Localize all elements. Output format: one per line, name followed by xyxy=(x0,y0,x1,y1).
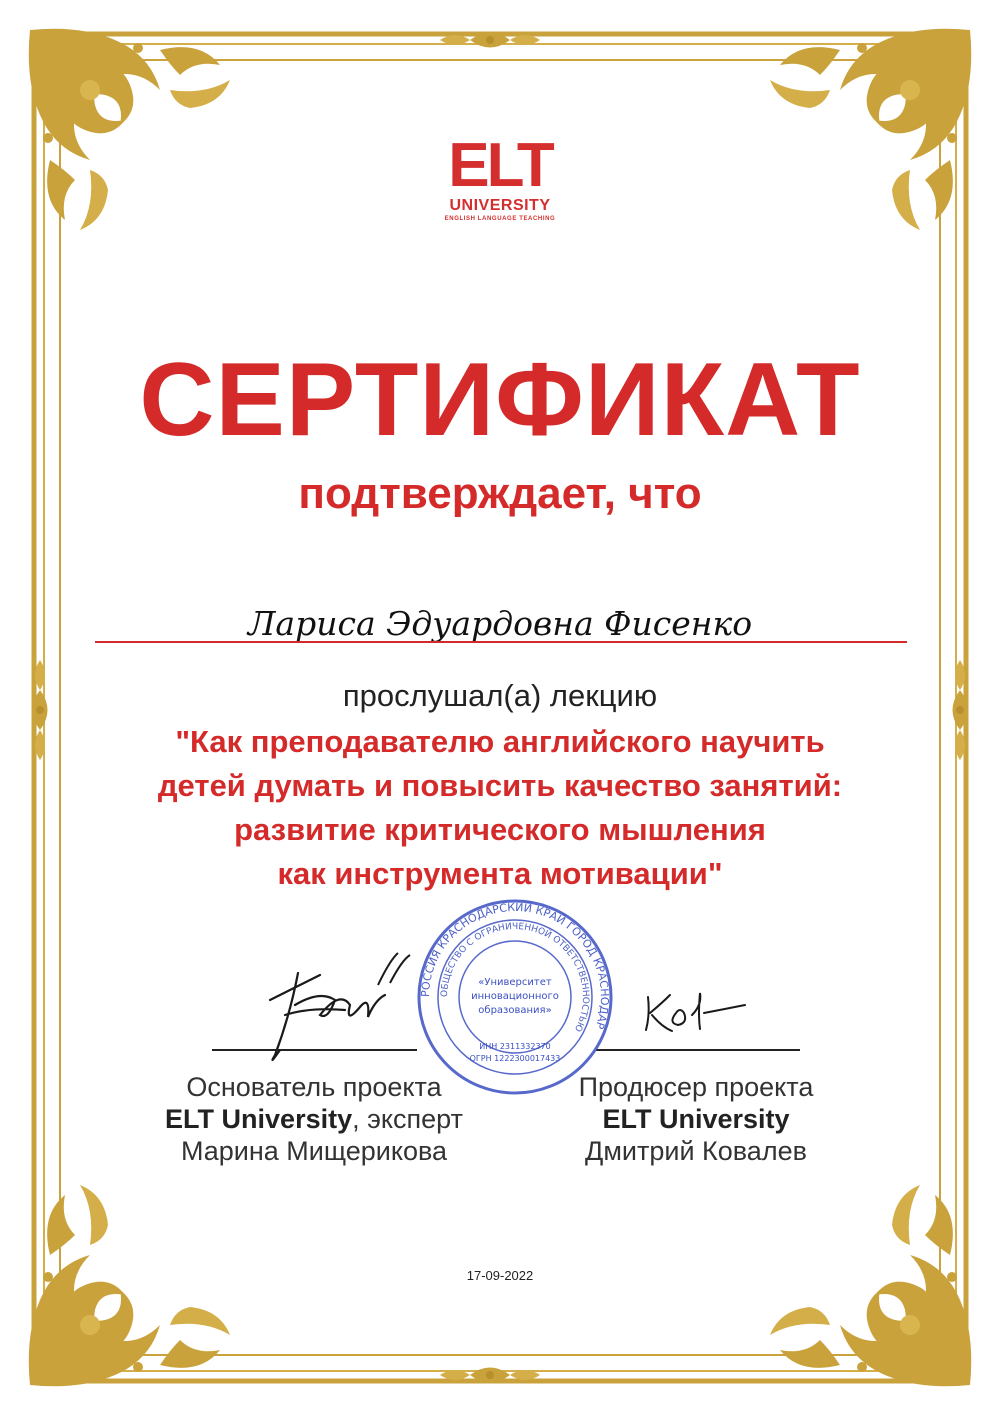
lecture-title xyxy=(70,720,930,896)
lecture-title-line: "Как преподавателю английского научить xyxy=(175,724,825,759)
company-stamp xyxy=(415,897,615,1097)
stamp-center-line: «Университет xyxy=(478,977,552,988)
lecture-label: прослушал(а) лекцию xyxy=(342,678,658,713)
logo-university-text: UNIVERSITY xyxy=(449,197,551,214)
producer-name: Дмитрий Ковалев xyxy=(585,1136,807,1166)
logo-tagline: ENGLISH LANGUAGE TEACHING xyxy=(444,216,556,222)
certificate-title: СЕРТИФИКАТ xyxy=(139,342,861,458)
stamp-center-line: инновационного xyxy=(471,991,559,1002)
recipient-name: Лариса Эдуардовна Фисенко xyxy=(247,604,753,643)
recipient-underline xyxy=(95,641,907,643)
producer-role: Продюсер проекта xyxy=(578,1072,814,1102)
founder-org-suffix: , эксперт xyxy=(352,1104,463,1134)
stamp-center-line: образования» xyxy=(478,1005,552,1016)
founder-org-name: ELT University xyxy=(165,1104,353,1134)
founder-signature-line xyxy=(212,1049,417,1051)
founder-role: Основатель проекта xyxy=(186,1072,442,1102)
lecture-title-line: детей думать и повысить качество занятий: xyxy=(157,768,843,803)
logo-elt-text: ELT xyxy=(448,131,552,200)
founder-caption xyxy=(104,1071,524,1167)
founder-signature xyxy=(250,945,420,1070)
lecture-title-line: развитие критического мышления xyxy=(234,812,766,847)
stamp-inn: ИНН 2311332370 xyxy=(479,1042,551,1051)
stamp-outer-text: РОССИЯ КРАСНОДАРСКИЙ КРАЙ ГОРОД КРАСНОДАР xyxy=(418,900,612,1031)
producer-signature-line xyxy=(596,1049,800,1051)
founder-name: Марина Мищерикова xyxy=(180,1136,448,1166)
issue-date: 17-09-2022 xyxy=(466,1268,534,1283)
stamp-inner-text: ОБЩЕСТВО С ОГРАНИЧЕННОЙ ОТВЕТСТВЕННОСТЬЮ xyxy=(439,921,591,1034)
lecture-title-line: как инструмента мотивации" xyxy=(277,856,723,891)
producer-signature xyxy=(640,985,760,1040)
producer-org-name: ELT University xyxy=(602,1104,790,1134)
certificate-subtitle: подтверждает, что xyxy=(298,469,702,518)
elt-university-logo xyxy=(420,131,580,223)
producer-caption xyxy=(486,1071,906,1167)
founder-org xyxy=(104,1103,524,1135)
stamp-ogrn: ОГРН 1222300017433 xyxy=(469,1054,561,1063)
producer-org xyxy=(486,1103,906,1135)
